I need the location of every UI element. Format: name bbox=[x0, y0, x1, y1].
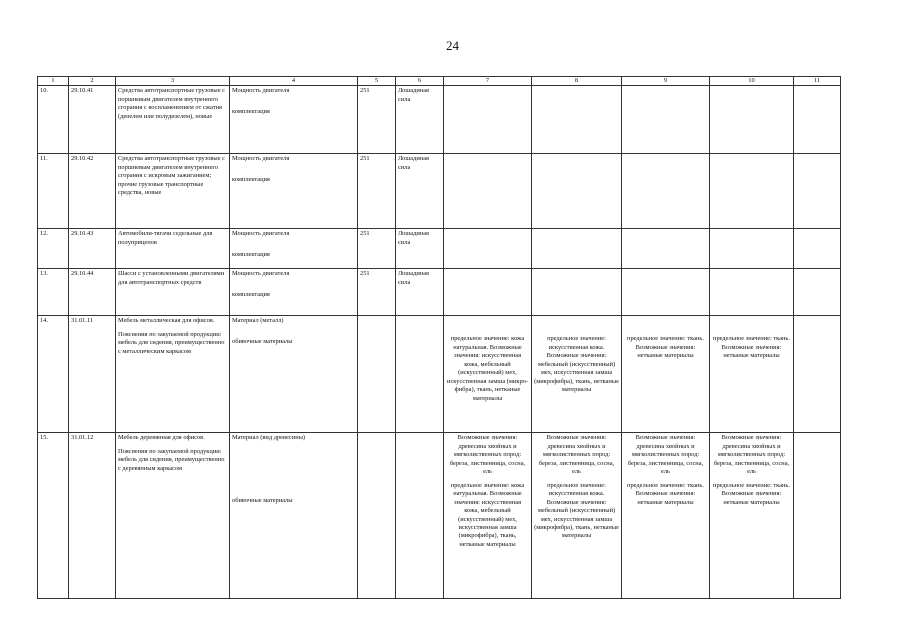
value-text: предельное значение: кожа натуральная. Возможные значения: искусственная кожа, мебельный (искусственный) мех, искусственная замша (микро-фибра), ткань, нетканые материалы bbox=[447, 335, 528, 402]
spacer bbox=[446, 317, 529, 335]
value-cell bbox=[532, 316, 622, 433]
value-text: предельное значение: ткань. Возможные значения: нетканые материалы bbox=[627, 481, 704, 506]
characteristic-label: комплектация bbox=[232, 175, 270, 183]
table-row bbox=[38, 86, 841, 154]
characteristics bbox=[230, 269, 358, 316]
table-row bbox=[38, 269, 841, 316]
column-number: 7 bbox=[444, 77, 532, 86]
value-cell bbox=[532, 269, 622, 316]
unit-name bbox=[396, 316, 444, 433]
value-cell bbox=[532, 154, 622, 229]
okpd-code: 29.10.41 bbox=[69, 86, 116, 154]
spacer bbox=[624, 317, 707, 335]
product-name bbox=[116, 433, 230, 599]
characteristic-label: обивочные материалы bbox=[232, 496, 293, 504]
product-title: Мебель деревянная для офисов. bbox=[118, 434, 205, 442]
value-cell bbox=[794, 316, 841, 433]
spacer bbox=[534, 317, 619, 335]
product-name: Средства автотранспортные грузовые с поршневым двигателем внутреннего сгорания с искровым зажиганием; прочие грузовые транспортные средства, новые bbox=[116, 154, 230, 229]
column-number-row bbox=[38, 77, 841, 86]
okpd-code: 29.10.44 bbox=[69, 269, 116, 316]
value-text: предельное значение: ткань. Возможные значения: нетканые материалы bbox=[713, 481, 790, 506]
okei-code bbox=[358, 433, 396, 599]
okei-code: 251 bbox=[358, 154, 396, 229]
value-text: Возможные значения: древесина хвойных и мягколиственных пород: береза, лиственница, сосна, ель bbox=[538, 434, 615, 476]
value-cell bbox=[444, 86, 532, 154]
characteristic-label: комплектация bbox=[232, 250, 270, 258]
unit-name: Лошадиная сила bbox=[396, 229, 444, 269]
product-note: Пояснения по закупаемой продукции: мебель для сидения, преимущественно с металлическим каркасом bbox=[118, 330, 225, 355]
row-number: 10. bbox=[38, 86, 69, 154]
column-number: 2 bbox=[69, 77, 116, 86]
characteristic-label: Мощность двигателя bbox=[232, 230, 290, 238]
okei-code: 251 bbox=[358, 269, 396, 316]
value-text: предельное значение: искусственная кожа. Возможные значения: мебельный (искусственный) мех, искусственная замша (микрофибра), ткань, нетканые материалы bbox=[534, 481, 619, 540]
value-cell bbox=[622, 86, 710, 154]
okpd-code: 29.10.42 bbox=[69, 154, 116, 229]
value-text: Возможные значения: древесина хвойных и мягколиственных пород: береза, лиственница, сосна, ель bbox=[449, 434, 526, 476]
value-cell bbox=[710, 433, 794, 599]
characteristic-label: комплектация bbox=[232, 107, 270, 115]
value-cell bbox=[710, 86, 794, 154]
column-number: 4 bbox=[230, 77, 358, 86]
value-text: предельное значение: ткань. Возможные значения: нетканые материалы bbox=[713, 335, 790, 360]
column-number: 3 bbox=[116, 77, 230, 86]
value-cell bbox=[444, 316, 532, 433]
value-text: Возможные значения: древесина хвойных и мягколиственных пород: береза, лиственница, сосна, ель bbox=[627, 434, 704, 476]
value-cell bbox=[794, 269, 841, 316]
okpd-code: 31.01.12 bbox=[69, 433, 116, 599]
characteristics bbox=[230, 86, 358, 154]
value-cell bbox=[794, 229, 841, 269]
unit-name: Лошадиная сила bbox=[396, 86, 444, 154]
row-number: 12. bbox=[38, 229, 69, 269]
characteristics bbox=[230, 316, 358, 433]
value-cell bbox=[622, 154, 710, 229]
column-number: 1 bbox=[38, 77, 69, 86]
product-name: Автомобили-тягачи седельные для полуприцепов bbox=[116, 229, 230, 269]
characteristic-label: Мощность двигателя bbox=[232, 87, 290, 95]
column-number: 5 bbox=[358, 77, 396, 86]
value-cell bbox=[794, 154, 841, 229]
value-cell bbox=[710, 229, 794, 269]
characteristics bbox=[230, 433, 358, 599]
unit-name: Лошадиная сила bbox=[396, 269, 444, 316]
value-cell bbox=[622, 269, 710, 316]
value-text: предельное значение: искусственная кожа. Возможные значения: мебельный (искусственный) мех, искусственная замша (микрофибра), ткань, нетканые материалы bbox=[534, 335, 619, 394]
table-row bbox=[38, 316, 841, 433]
page-number: 24 bbox=[446, 38, 459, 53]
spacer bbox=[232, 96, 355, 108]
characteristic-label: Мощность двигателя bbox=[232, 155, 290, 163]
okei-code: 251 bbox=[358, 229, 396, 269]
characteristic-label: Материал (вид древесины) bbox=[232, 434, 306, 442]
value-text: Возможные значения: древесина хвойных и мягколиственных пород: береза, лиственница, сосна, ель bbox=[713, 434, 790, 476]
value-cell bbox=[444, 154, 532, 229]
row-number: 14. bbox=[38, 316, 69, 433]
okei-code bbox=[358, 316, 396, 433]
spacer bbox=[232, 279, 355, 291]
value-cell bbox=[532, 86, 622, 154]
okpd-code: 31.01.11 bbox=[69, 316, 116, 433]
characteristic-label: Мощность двигателя bbox=[232, 270, 290, 278]
row-number: 15. bbox=[38, 433, 69, 599]
okei-code: 251 bbox=[358, 86, 396, 154]
value-cell bbox=[532, 433, 622, 599]
value-cell bbox=[444, 229, 532, 269]
value-cell bbox=[622, 316, 710, 433]
value-cell bbox=[794, 86, 841, 154]
value-cell bbox=[710, 154, 794, 229]
table-row bbox=[38, 433, 841, 599]
row-number: 11. bbox=[38, 154, 69, 229]
spacer bbox=[232, 326, 355, 338]
product-name: Средства автотранспортные грузовые с поршневым двигателем внутреннего сгорания с воспламенением от сжатия (дизелем или полудизелем), новые bbox=[116, 86, 230, 154]
requirements-table bbox=[37, 76, 841, 599]
value-cell bbox=[444, 433, 532, 599]
value-cell bbox=[622, 229, 710, 269]
characteristics bbox=[230, 229, 358, 269]
value-cell bbox=[710, 316, 794, 433]
value-text: предельное значение: кожа натуральная. Возможные значения: искусственная кожа, мебельный (искусственный) мех, искусственная замша (микрофибра), ткань, нетканые материалы bbox=[450, 481, 525, 548]
spacer bbox=[712, 317, 791, 335]
column-number: 8 bbox=[532, 77, 622, 86]
okpd-code: 29.10.43 bbox=[69, 229, 116, 269]
characteristic-label: Материал (металл) bbox=[232, 317, 284, 325]
spacer bbox=[232, 164, 355, 176]
value-cell bbox=[622, 433, 710, 599]
column-number: 9 bbox=[622, 77, 710, 86]
unit-name bbox=[396, 433, 444, 599]
characteristic-label: комплектация bbox=[232, 290, 270, 298]
spacer bbox=[232, 443, 355, 497]
product-name bbox=[116, 316, 230, 433]
characteristics bbox=[230, 154, 358, 229]
value-cell bbox=[710, 269, 794, 316]
spacer bbox=[232, 239, 355, 251]
value-cell bbox=[444, 269, 532, 316]
table-row bbox=[38, 229, 841, 269]
characteristic-label: обивочные материалы bbox=[232, 337, 293, 345]
product-name: Шасси с установленными двигателями для автотранспортных средств bbox=[116, 269, 230, 316]
value-cell bbox=[532, 229, 622, 269]
column-number: 10 bbox=[710, 77, 794, 86]
column-number: 6 bbox=[396, 77, 444, 86]
table-row bbox=[38, 154, 841, 229]
value-text: предельное значение: ткань. Возможные значения: нетканые материалы bbox=[627, 335, 704, 360]
row-number: 13. bbox=[38, 269, 69, 316]
unit-name: Лошадиная сила bbox=[396, 154, 444, 229]
product-title: Мебель металлическая для офисов. bbox=[118, 317, 215, 325]
product-note: Пояснения по закупаемой продукции: мебель для сидения, преимущественно с деревянным каркасом bbox=[118, 447, 225, 472]
column-number: 11 bbox=[794, 77, 841, 86]
value-cell bbox=[794, 433, 841, 599]
